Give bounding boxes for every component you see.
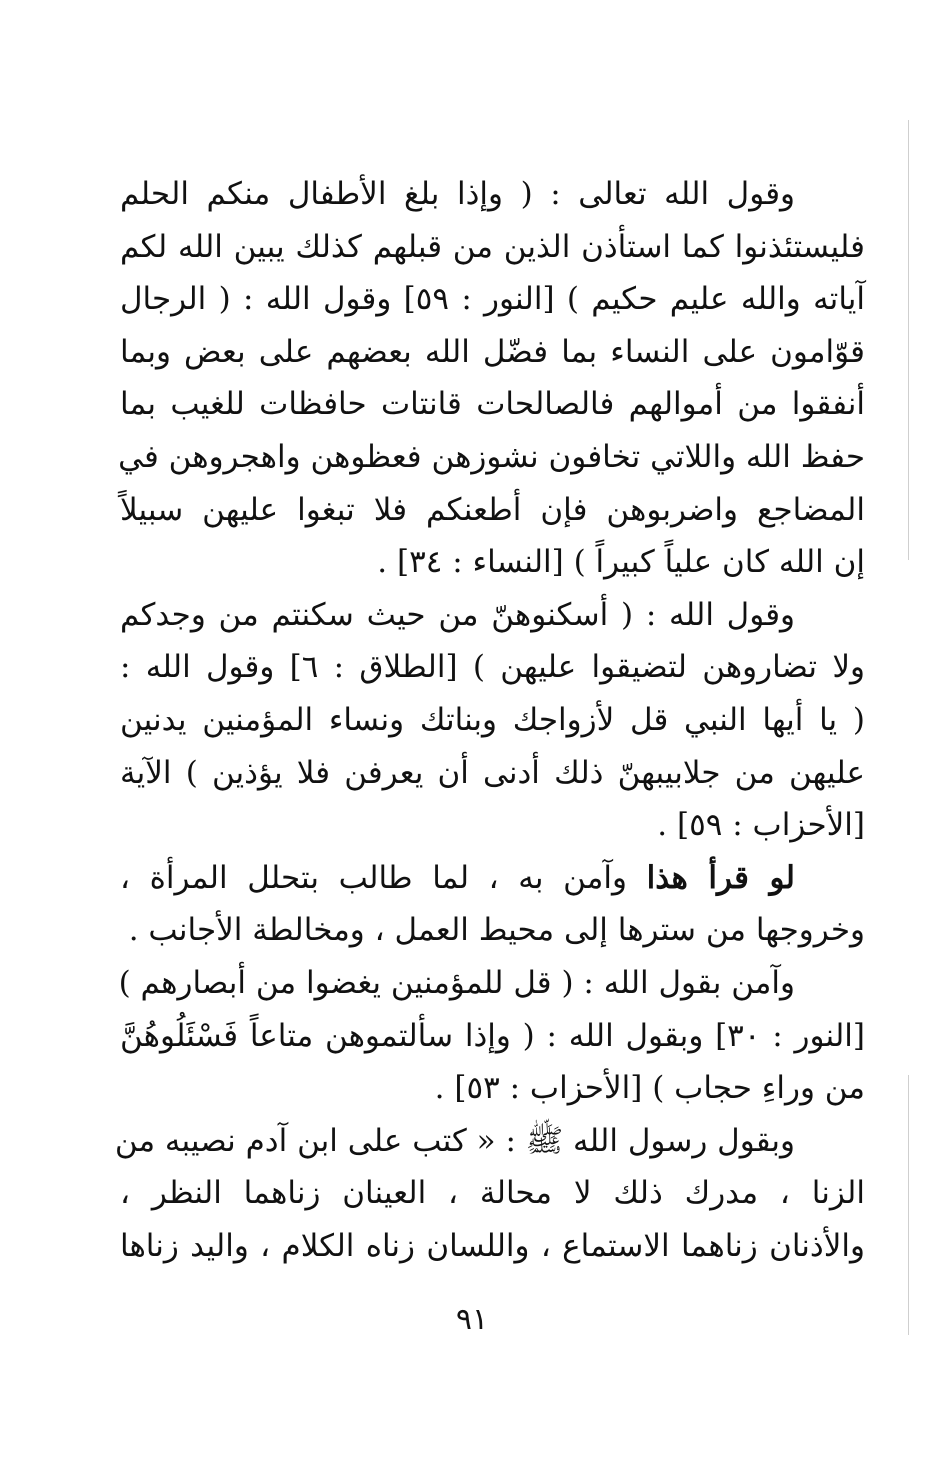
paragraph-1 [120, 168, 865, 589]
page-edge-line [908, 1075, 909, 1335]
text-line: عليهن من جلابيبهنّ ذلك أدنى أن يعرفن فلا يؤذين ) الآية [120, 754, 865, 791]
text-line: [النور : ٣٠] وبقول الله : ( وإذا سألتموهن متاعاً فَسْئَلُوهُنَّ [120, 1017, 865, 1054]
text-line: الزنا ، مدرك ذلك لا محالة ، العينان زناهما النظر ، [120, 1175, 865, 1212]
text-run: وآمن به ، لما طالب بتحلل المرأة ، [120, 859, 647, 896]
text-line: وقول الله تعالى : ( وإذا بلغ الأطفال منكم الحلم [120, 176, 795, 212]
page-edge-line [908, 120, 909, 560]
paragraph-5 [114, 1115, 865, 1273]
text-line: قوّامون على النساء بما فضّل الله بعضهم على بعض وبما [120, 333, 865, 370]
text-line: وخروجها من سترها إلى محيط العمل ، ومخالطة الأجانب . [128, 912, 865, 949]
text-line: وآمن بقول الله : ( قل للمؤمنين يغضوا من أبصارهم ) [118, 964, 795, 1001]
paragraph-4 [120, 957, 865, 1115]
text-line: من وراءِ حجاب ) [الأحزاب : ٥٣] . [434, 1070, 865, 1107]
text-line: المضاجع واضربوهن فإن أطعنكم فلا تبغوا عليهن سبيلاً [120, 491, 865, 528]
paragraph-2 [120, 589, 865, 852]
body-text [114, 168, 866, 1272]
text-line: إن الله كان علياً كبيراً ) [النساء : ٣٤] . [377, 544, 865, 581]
bold-lead-text: لو قرأ هذا [646, 859, 795, 896]
text-line: أنفقوا من أموالهم فالصالحات قانتات حافظات للغيب بما [120, 386, 865, 423]
text-line: آياته والله عليم حكيم ) [النور : ٥٩] وقول الله : ( الرجال [120, 281, 866, 318]
text-line: ولا تضاروهن لتضيقوا عليهن ) [الطلاق : ٦] وقول الله : [120, 649, 865, 686]
text-line: ( يا أيها النبي قل لأزواجك وبناتك ونساء المؤمنين يدنين [120, 701, 865, 738]
text-line: والأذنان زناهما الاستماع ، واللسان زناه الكلام ، واليد زناها [120, 1227, 865, 1264]
paragraph-3 [120, 852, 865, 957]
text-line: وبقول رسول الله ﷺ : « كتب على ابن آدم نصيبه من [114, 1122, 795, 1159]
page-number: ٩١ [455, 1302, 489, 1337]
text-line: فليستئذنوا كما استأذن الذين من قبلهم كذلك يبين الله لكم [120, 228, 865, 265]
text-line [120, 852, 865, 905]
text-line: [الأحزاب : ٥٩] . [657, 807, 865, 844]
text-line: وقول الله : ( أسكنوهنّ من حيث سكنتم من وجدكم [120, 596, 795, 633]
text-line: حفظ الله واللاتي تخافون نشوزهن فعظوهن واهجروهن في [118, 438, 865, 475]
